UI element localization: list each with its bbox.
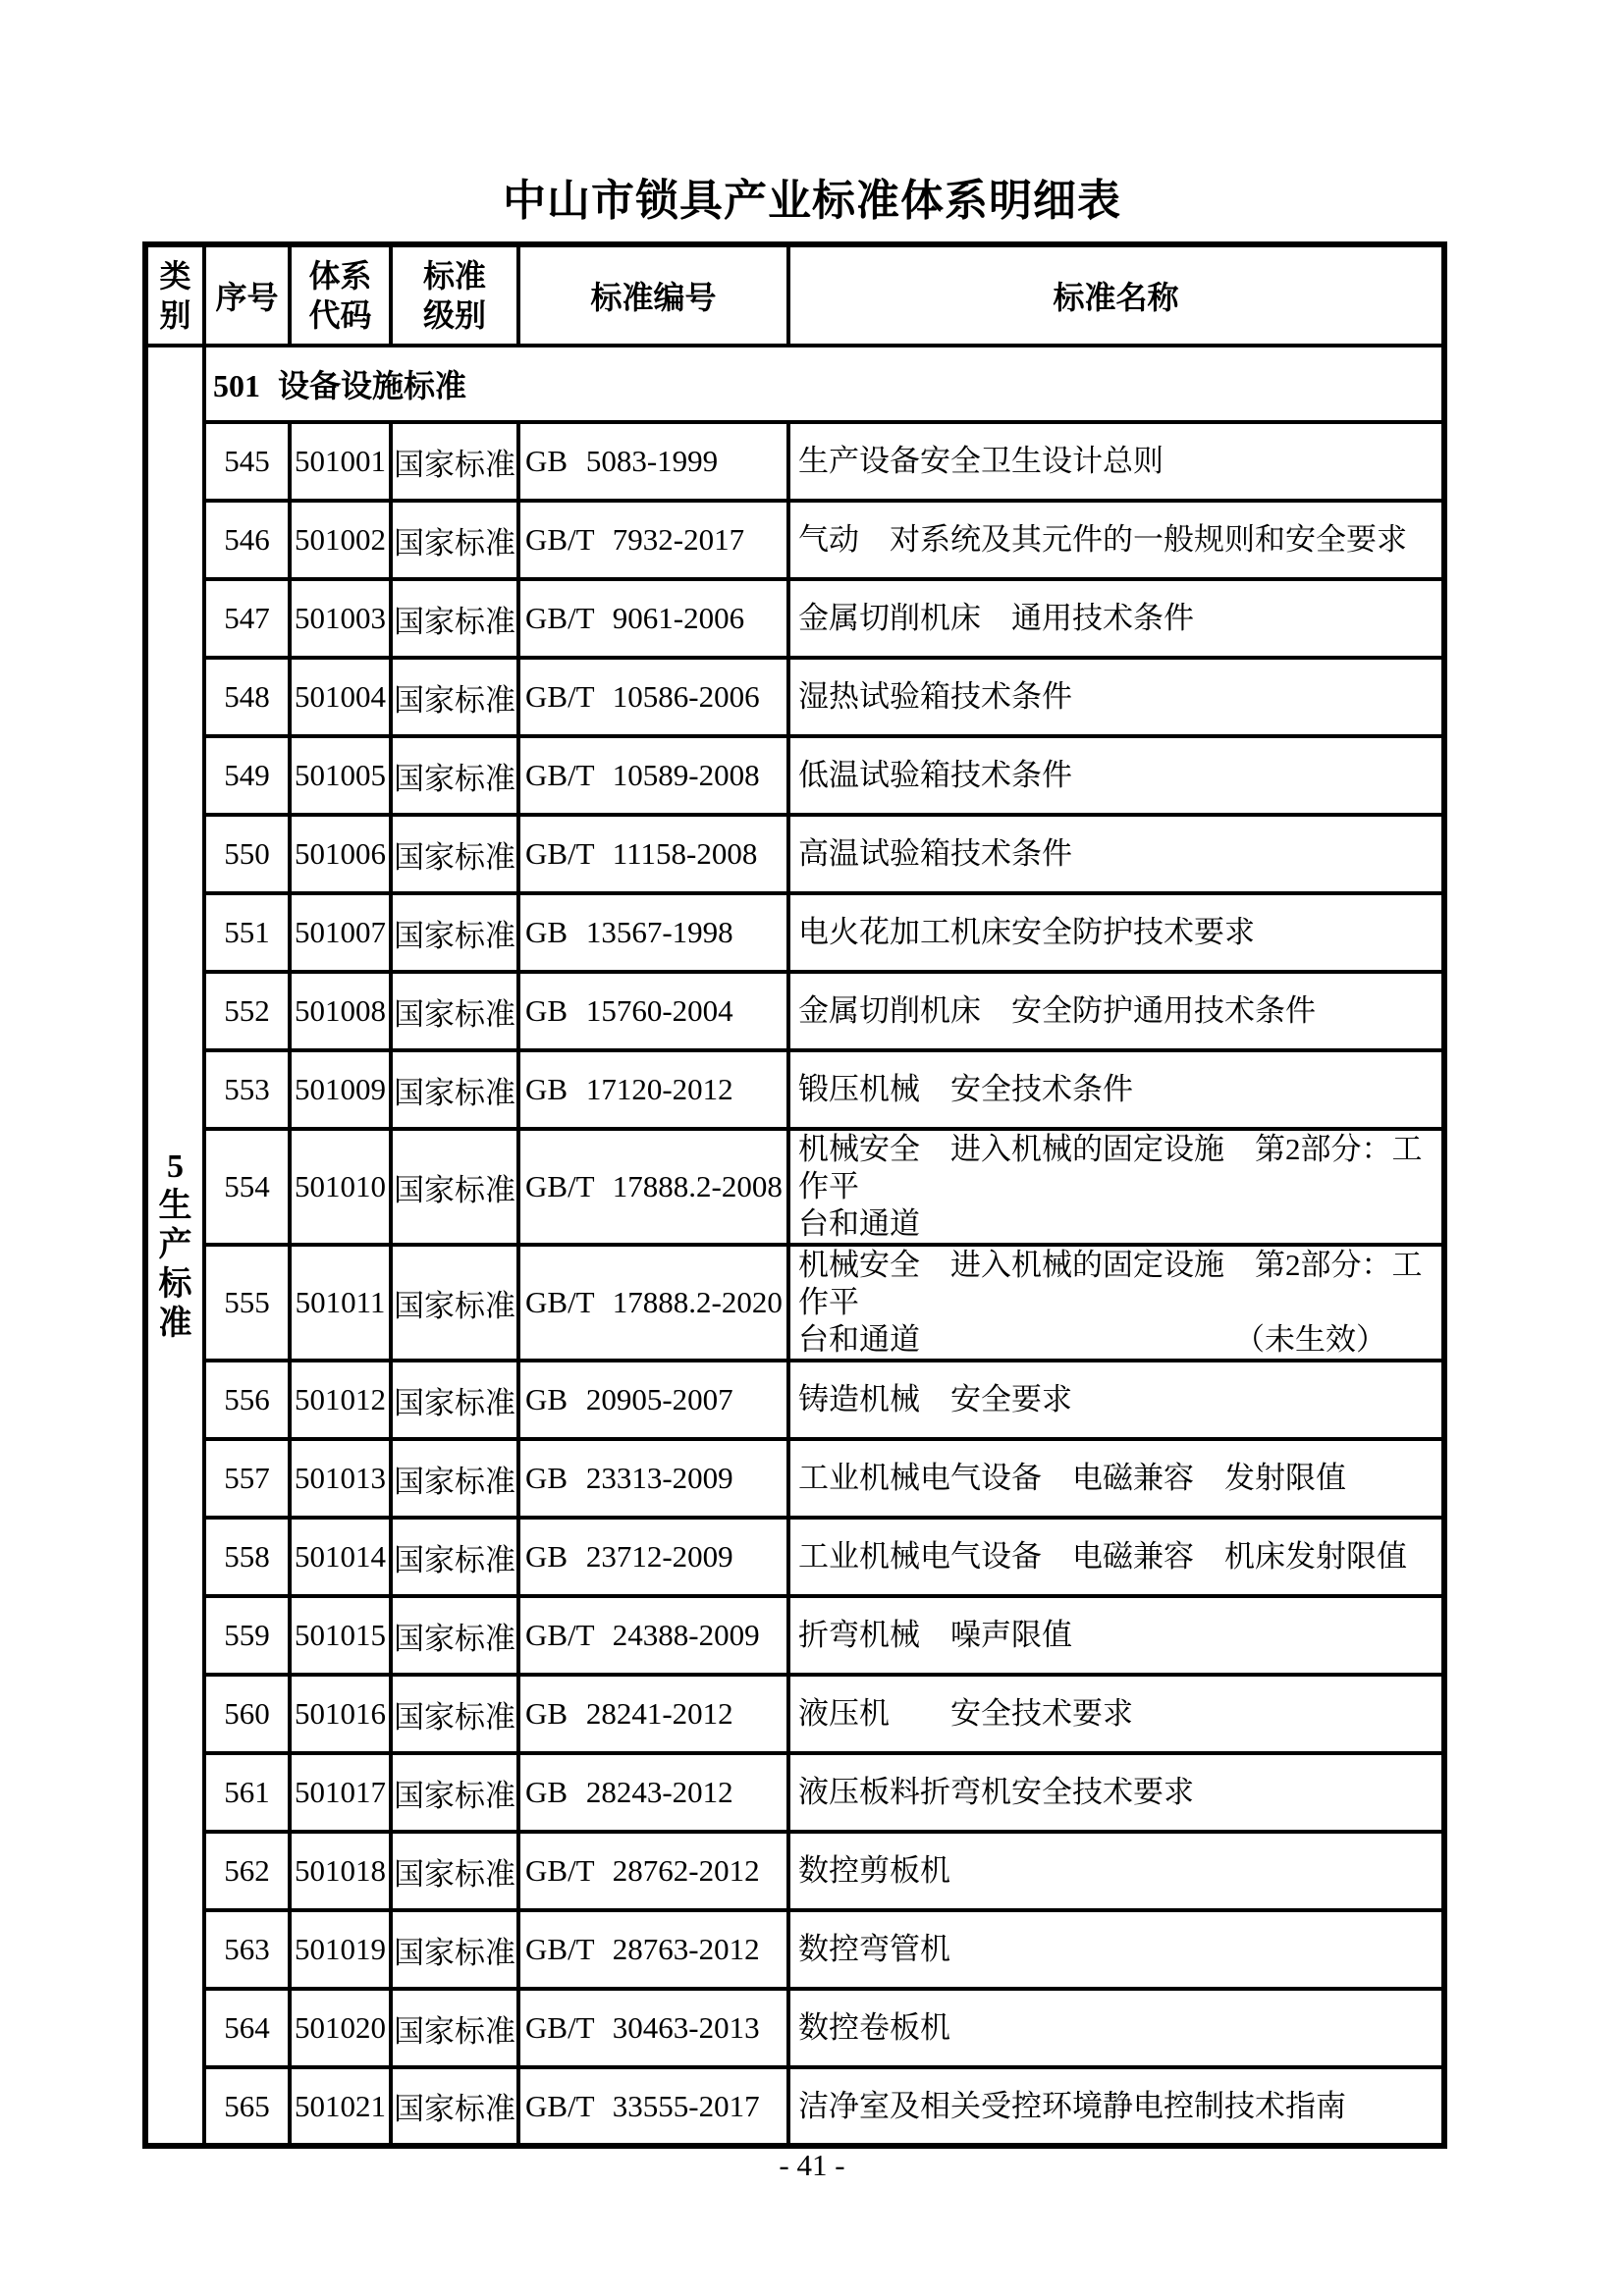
cell-system-code: 501014 (290, 1518, 391, 1596)
cell-seq: 545 (204, 422, 290, 501)
cell-standard-level: 国家标准 (391, 501, 518, 579)
cell-seq: 558 (204, 1518, 290, 1596)
cell-standard-name (788, 736, 1444, 815)
cell-standard-level: 国家标准 (391, 1753, 518, 1832)
cell-seq: 554 (204, 1129, 290, 1245)
cell-standard-level: 国家标准 (391, 1439, 518, 1518)
cell-system-code: 501016 (290, 1675, 391, 1753)
standard-name-line1: 工业机械电气设备 电磁兼容 机床发射限值 (798, 1539, 1407, 1574)
cell-standard-name (788, 422, 1444, 501)
cell-standard-level: 国家标准 (391, 1361, 518, 1439)
cell-standard-level: 国家标准 (391, 1910, 518, 1989)
cell-system-code: 501021 (290, 2067, 391, 2146)
table-row (145, 501, 1444, 579)
page-title: 中山市锁具产业标准体系明细表 (503, 177, 1121, 225)
category-number: 5 (167, 1148, 184, 1185)
cell-standard-name (788, 893, 1444, 972)
cell-system-code: 501002 (290, 501, 391, 579)
cell-standard-name (788, 1361, 1444, 1439)
cell-standard-name (788, 1129, 1444, 1245)
cell-seq: 564 (204, 1989, 290, 2067)
cell-system-code: 501012 (290, 1361, 391, 1439)
cell-standard-number: GB/T 9061-2006 (518, 579, 788, 658)
cell-standard-number: GB/T 30463-2013 (518, 1989, 788, 2067)
cell-seq: 560 (204, 1675, 290, 1753)
cell-standard-name (788, 1439, 1444, 1518)
cell-seq: 556 (204, 1361, 290, 1439)
standard-name-line1: 工业机械电气设备 电磁兼容 发射限值 (798, 1461, 1346, 1495)
cell-standard-name (788, 1910, 1444, 1989)
cell-standard-name (788, 2067, 1444, 2146)
cell-standard-name (788, 972, 1444, 1050)
standard-name-line2-text: 台和通道 (798, 1206, 920, 1241)
cell-standard-level: 国家标准 (391, 815, 518, 893)
table-row (145, 972, 1444, 1050)
table-row (145, 1361, 1444, 1439)
standard-name-line1: 液压机 安全技术要求 (798, 1696, 1133, 1731)
cell-seq: 552 (204, 972, 290, 1050)
standard-name-line1: 金属切削机床 通用技术条件 (798, 601, 1194, 635)
standard-name-line1: 机械安全 进入机械的固定设施 第2部分：工作平 (798, 1132, 1423, 1203)
cell-standard-number: GB 15760-2004 (518, 972, 788, 1050)
header-seq: 序号 (204, 244, 290, 346)
cell-standard-level: 国家标准 (391, 2067, 518, 2146)
standard-name-line1: 铸造机械 安全要求 (798, 1382, 1072, 1416)
category-name: 生产标准 (158, 1187, 192, 1342)
cell-standard-number: GB 28241-2012 (518, 1675, 788, 1753)
table-row (145, 1675, 1444, 1753)
cell-standard-number: GB/T 17888.2-2020 (518, 1245, 788, 1361)
table-row (145, 1439, 1444, 1518)
header-standard-number: 标准编号 (518, 244, 788, 346)
standard-name-line2 (798, 1321, 1437, 1359)
table-row (145, 1989, 1444, 2067)
cell-standard-name (788, 1832, 1444, 1910)
table-row (145, 736, 1444, 815)
cell-standard-level: 国家标准 (391, 1596, 518, 1675)
cell-system-code: 501003 (290, 579, 391, 658)
cell-standard-number: GB 17120-2012 (518, 1050, 788, 1129)
cell-standard-number: GB 5083-1999 (518, 422, 788, 501)
cell-standard-level: 国家标准 (391, 972, 518, 1050)
standard-name-line1: 洁净室及相关受控环境静电控制技术指南 (798, 2088, 1346, 2123)
cell-standard-number: GB 23313-2009 (518, 1439, 788, 1518)
table-row (145, 1832, 1444, 1910)
header-standard-level: 标准级别 (391, 244, 518, 346)
category-cell (145, 346, 204, 2146)
table-row (145, 1050, 1444, 1129)
cell-system-code: 501017 (290, 1753, 391, 1832)
cell-standard-name (788, 1753, 1444, 1832)
cell-standard-name (788, 1989, 1444, 2067)
cell-standard-name (788, 658, 1444, 736)
cell-seq: 557 (204, 1439, 290, 1518)
cell-seq: 555 (204, 1245, 290, 1361)
section-row (145, 346, 1444, 422)
cell-system-code: 501011 (290, 1245, 391, 1361)
cell-seq: 562 (204, 1832, 290, 1910)
cell-standard-number: GB/T 28763-2012 (518, 1910, 788, 1989)
cell-seq: 547 (204, 579, 290, 658)
cell-standard-level: 国家标准 (391, 1050, 518, 1129)
table-row (145, 1129, 1444, 1245)
table-row (145, 1596, 1444, 1675)
cell-system-code: 501010 (290, 1129, 391, 1245)
section-code: 501 (213, 368, 260, 403)
cell-standard-name (788, 815, 1444, 893)
cell-seq: 565 (204, 2067, 290, 2146)
cell-standard-number: GB/T 10586-2006 (518, 658, 788, 736)
cell-standard-level: 国家标准 (391, 1518, 518, 1596)
standard-name-line1: 金属切削机床 安全防护通用技术条件 (798, 993, 1316, 1028)
table-row (145, 893, 1444, 972)
cell-standard-name (788, 501, 1444, 579)
cell-system-code: 501005 (290, 736, 391, 815)
cell-standard-number: GB/T 10589-2008 (518, 736, 788, 815)
cell-standard-number: GB 20905-2007 (518, 1361, 788, 1439)
table-row (145, 1518, 1444, 1596)
cell-system-code: 501013 (290, 1439, 391, 1518)
table-header (145, 244, 1444, 346)
header-system-code: 体系代码 (290, 244, 391, 346)
cell-seq: 551 (204, 893, 290, 972)
cell-system-code: 501019 (290, 1910, 391, 1989)
table-row (145, 1910, 1444, 1989)
standard-name-line1: 低温试验箱技术条件 (798, 758, 1072, 792)
standards-table-body (145, 346, 1444, 2146)
cell-seq: 553 (204, 1050, 290, 1129)
table-row (145, 1753, 1444, 1832)
cell-standard-level: 国家标准 (391, 736, 518, 815)
cell-system-code: 501020 (290, 1989, 391, 2067)
table-row (145, 815, 1444, 893)
standard-name-line1: 机械安全 进入机械的固定设施 第2部分：工作平 (798, 1248, 1423, 1319)
cell-standard-number: GB/T 7932-2017 (518, 501, 788, 579)
cell-standard-level: 国家标准 (391, 1675, 518, 1753)
table-row (145, 658, 1444, 736)
standard-name-line1: 数控卷板机 (798, 2010, 950, 2045)
table-row (145, 1245, 1444, 1361)
standard-name-line1: 数控弯管机 (798, 1932, 950, 1966)
cell-standard-name (788, 1518, 1444, 1596)
standard-name-line1: 数控剪板机 (798, 1853, 950, 1888)
section-header-cell (204, 346, 1444, 422)
cell-standard-number: GB/T 33555-2017 (518, 2067, 788, 2146)
cell-standard-level: 国家标准 (391, 1832, 518, 1910)
cell-standard-number: GB/T 17888.2-2008 (518, 1129, 788, 1245)
table-row (145, 579, 1444, 658)
cell-seq: 548 (204, 658, 290, 736)
cell-standard-name (788, 1675, 1444, 1753)
cell-standard-level: 国家标准 (391, 658, 518, 736)
cell-standard-name (788, 1050, 1444, 1129)
cell-standard-number: GB 13567-1998 (518, 893, 788, 972)
standard-name-line1: 液压板料折弯机安全技术要求 (798, 1775, 1194, 1809)
table-row (145, 2067, 1444, 2146)
cell-standard-number: GB/T 28762-2012 (518, 1832, 788, 1910)
header-standard-name: 标准名称 (788, 244, 1444, 346)
cell-system-code: 501008 (290, 972, 391, 1050)
standard-name-line1: 高温试验箱技术条件 (798, 836, 1072, 871)
cell-standard-level: 国家标准 (391, 1989, 518, 2067)
cell-system-code: 501009 (290, 1050, 391, 1129)
cell-standard-name (788, 579, 1444, 658)
cell-system-code: 501018 (290, 1832, 391, 1910)
standards-table (142, 241, 1447, 2149)
cell-standard-level: 国家标准 (391, 1245, 518, 1361)
standard-name-line1: 湿热试验箱技术条件 (798, 679, 1072, 714)
cell-standard-number: GB/T 24388-2009 (518, 1596, 788, 1675)
cell-standard-number: GB 23712-2009 (518, 1518, 788, 1596)
standard-name-line1: 气动 对系统及其元件的一般规则和安全要求 (798, 522, 1407, 557)
cell-seq: 563 (204, 1910, 290, 1989)
standard-name-line1: 生产设备安全卫生设计总则 (798, 444, 1164, 478)
cell-seq: 546 (204, 501, 290, 579)
cell-system-code: 501007 (290, 893, 391, 972)
cell-seq: 559 (204, 1596, 290, 1675)
standard-name-line2-text: 台和通道 (798, 1322, 920, 1357)
section-title: 设备设施标准 (278, 368, 467, 403)
table-row (145, 422, 1444, 501)
cell-standard-level: 国家标准 (391, 422, 518, 501)
standard-name-line2 (798, 1205, 1437, 1243)
cell-standard-name (788, 1596, 1444, 1675)
cell-standard-level: 国家标准 (391, 893, 518, 972)
cell-system-code: 501015 (290, 1596, 391, 1675)
cell-standard-level: 国家标准 (391, 579, 518, 658)
cell-standard-number: GB/T 11158-2008 (518, 815, 788, 893)
cell-seq: 550 (204, 815, 290, 893)
cell-standard-name (788, 1245, 1444, 1361)
page-number: - 41 - (779, 2148, 845, 2182)
standard-name-line1: 锻压机械 安全技术条件 (798, 1072, 1133, 1106)
header-row (145, 244, 1444, 346)
category-label (148, 1148, 202, 1344)
cell-system-code: 501001 (290, 422, 391, 501)
cell-standard-number: GB 28243-2012 (518, 1753, 788, 1832)
cell-seq: 549 (204, 736, 290, 815)
standard-name-line1: 电火花加工机床安全防护技术要求 (798, 915, 1255, 949)
header-category: 类别 (145, 244, 204, 346)
standard-name-line1: 折弯机械 噪声限值 (798, 1618, 1072, 1652)
cell-system-code: 501004 (290, 658, 391, 736)
cell-system-code: 501006 (290, 815, 391, 893)
cell-seq: 561 (204, 1753, 290, 1832)
cell-standard-level: 国家标准 (391, 1129, 518, 1245)
status-note: （未生效） (1234, 1322, 1386, 1357)
